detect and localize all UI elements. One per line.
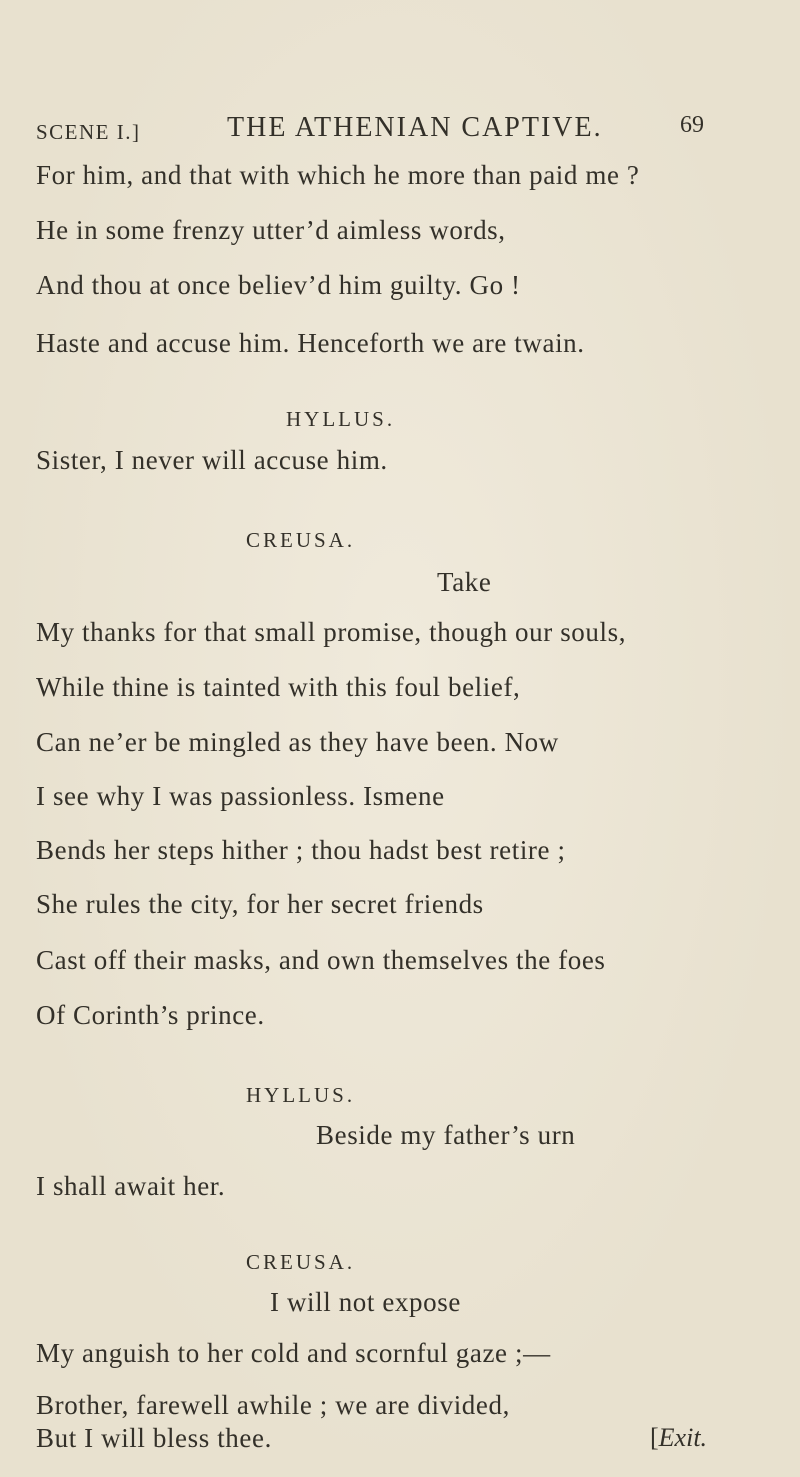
stage-direction-text: Exit. [658, 1423, 708, 1452]
verse-line: Sister, I never will accuse him. [36, 445, 388, 475]
scene-marker: SCENE I.] [36, 120, 141, 144]
verse-line: Cast off their masks, and own themselves the foes [36, 945, 606, 975]
verse-line: My thanks for that small promise, though our souls, [36, 617, 627, 647]
stage-direction-bracket: [ [650, 1423, 659, 1452]
verse-line: My anguish to her cold and scornful gaze ;— [36, 1338, 551, 1368]
page-number: 69 [680, 112, 704, 138]
running-title: THE ATHENIAN CAPTIVE. [227, 112, 603, 143]
verse-line: While thine is tainted with this foul belief, [36, 672, 521, 702]
speaker-name: HYLLUS. [246, 1083, 356, 1107]
verse-line: She rules the city, for her secret friends [36, 889, 484, 919]
verse-line: Take [437, 567, 492, 597]
verse-line: He in some frenzy utter’d aimless words, [36, 215, 506, 245]
verse-line: For him, and that with which he more than paid me ? [36, 160, 640, 190]
speaker-name: CREUSA. [246, 1250, 356, 1274]
verse-line: Haste and accuse him. Henceforth we are twain. [36, 328, 585, 358]
verse-line: Can ne’er be mingled as they have been. Now [36, 727, 559, 757]
stage-direction [650, 1423, 707, 1453]
verse-line: Beside my father’s urn [316, 1120, 576, 1150]
verse-line: But I will bless thee. [36, 1423, 272, 1453]
verse-line: I shall await her. [36, 1171, 226, 1201]
running-header [0, 112, 800, 152]
verse-line: And thou at once believ’d him guilty. Go ! [36, 270, 521, 300]
verse-line: Of Corinth’s prince. [36, 1000, 265, 1030]
verse-line: Bends her steps hither ; thou hadst best retire ; [36, 835, 566, 865]
verse-line: I see why I was passionless. Ismene [36, 781, 445, 811]
speaker-name: CREUSA. [246, 528, 356, 552]
verse-line: I will not expose [270, 1287, 461, 1317]
verse-line: Brother, farewell awhile ; we are divided, [36, 1390, 510, 1420]
speaker-name: HYLLUS. [286, 407, 396, 431]
